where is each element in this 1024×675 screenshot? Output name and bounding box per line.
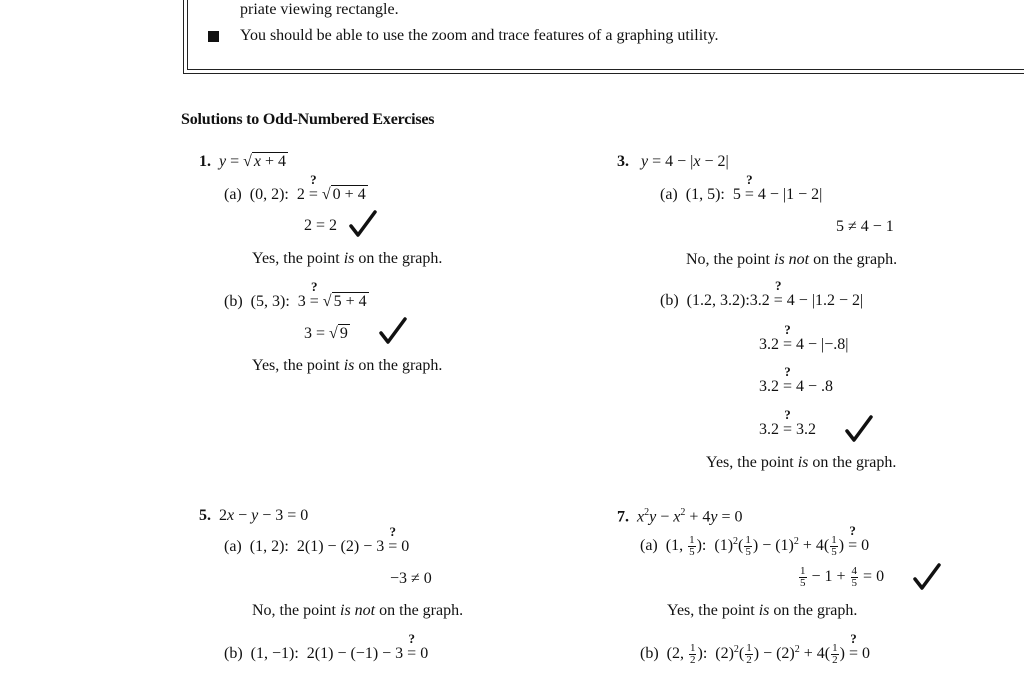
exercise-1b-line-2: 3 = √ 9 [304, 325, 348, 342]
exercise-5a-line-1: (a) (1, 2): 2(1) − (2) − 3 = ? 0 [224, 524, 410, 555]
section-heading: Solutions to Odd-Numbered Exercises [181, 111, 435, 128]
exercise-7-equation: 7. $x^2y - x^2 + 4y = 0$ [617, 507, 743, 526]
exercise-7b-line-1: (b) (2, $\frac{1}{2}$ ): $(2)^2$( $\frac{1}{2}$ ) − $(2)^2 + 4$( $\frac{1}{2}$ ) = ? 0 [640, 631, 870, 666]
exercise-7a-result: Yes, the point is on the graph. [667, 602, 858, 619]
check-mark-icon [378, 316, 408, 346]
exercise-3b-line-2: 3.2 = ? 4 − |−.8| [759, 322, 849, 353]
exercise-1-equation: 1. y = √ x + 4 [199, 153, 287, 170]
exercise-3b-line-4: 3.2 = ? 3.2 [759, 407, 817, 438]
exercise-3a-result: No, the point is not on the graph. [686, 251, 898, 268]
exercise-1b-line-1: (b) (5, 3): 3 = ? √ 5 + 4 [224, 279, 367, 310]
square-bullet-icon [208, 31, 219, 42]
exercise-7a-line-2: $\frac{1}{5}$ − 1 + $\frac{4}{5}$ = 0 [800, 565, 885, 589]
exercise-3a-line-1: (a) (1, 5): 5 = ? 4 − |1 − 2| [660, 172, 823, 203]
exercise-3b-line-3: 3.2 = ? 4 − .8 [759, 364, 834, 395]
check-mark-icon [348, 209, 378, 239]
exercise-3b-result: Yes, the point is on the graph. [706, 454, 897, 471]
box-line-1: priate viewing rectangle. [240, 1, 399, 18]
exercise-5b-line-1: (b) (1, −1): 2(1) − (−1) − 3 = ? 0 [224, 631, 429, 662]
check-mark-icon [912, 562, 942, 592]
exercise-3-equation: 3. y = 4 − |x − 2| [617, 153, 729, 170]
exercise-3a-line-2: 5 ≠ 4 − 1 [836, 218, 894, 235]
exercise-5a-result: No, the point is not on the graph. [252, 602, 464, 619]
exercise-5a-line-2: −3 ≠ 0 [390, 570, 432, 587]
exercise-7a-line-1: (a) (1, $\frac{1}{5}$ ): $(1)^2$( $\frac{1}{5}$ ) − $(1)^2 + 4$( $\frac{1}{5}$ ) = ? 0 [640, 523, 870, 558]
exercise-1a-line-1: (a) (0, 2): 2 = ? √ 0 + 4 [224, 172, 366, 203]
check-mark-icon [844, 414, 874, 444]
exercise-5-equation: 5. 2x − y − 3 = 0 [199, 507, 309, 524]
exercise-3b-line-1: (b) (1.2, 3.2):3.2 = ? 4 − |1.2 − 2| [660, 278, 864, 309]
box-line-2: You should be able to use the zoom and trace features of a graphing utility. [240, 27, 719, 44]
exercise-1b-result: Yes, the point is on the graph. [252, 357, 443, 374]
exercise-1a-line-2: 2 = 2 [304, 217, 338, 234]
exercise-1a-result: Yes, the point is on the graph. [252, 250, 443, 267]
